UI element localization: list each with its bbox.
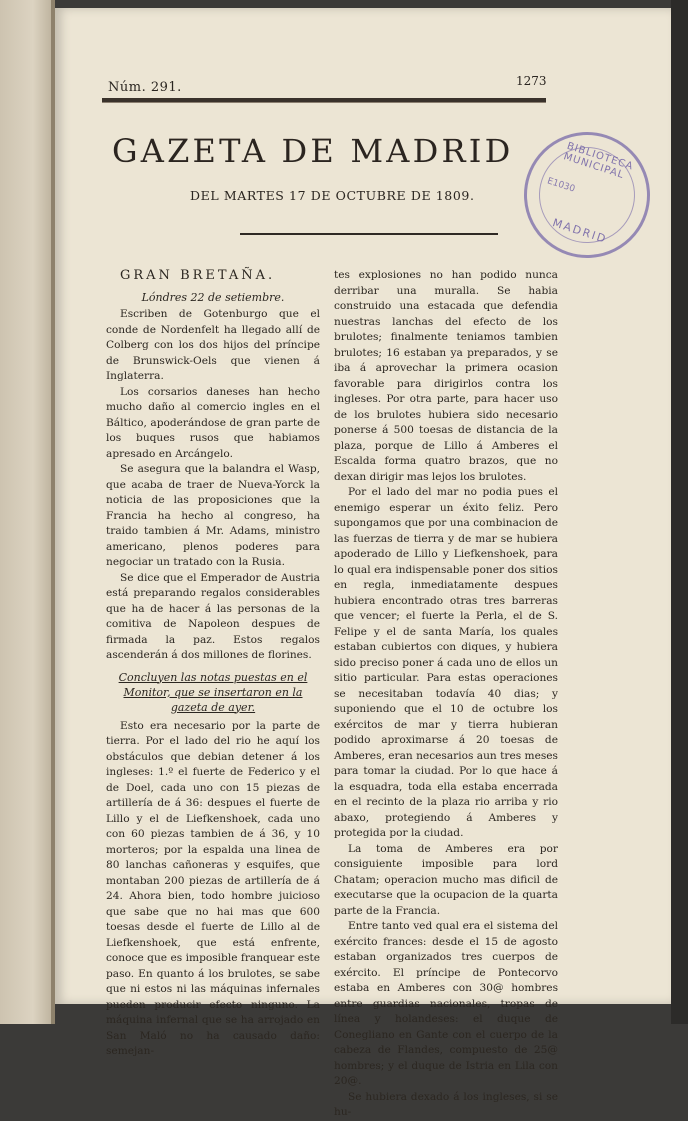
page-number: 1273 [516, 74, 547, 88]
background-right [671, 0, 688, 1024]
article-paragraph: Esto era necesario por la parte de tierra. Por el lado del rio he aquí los obstáculos que debian detener á los ingleses: 1.º el fuerte de Federico y el de Doel, cada uno con 15 piezas de artillería de á 36: despues el fuerte de Lillo y el de Liefkenshoek, cada uno con 60 piezas tambien de á 36, y 10 morteros; por la espalda una linea de 80 lanchas cañoneras y esquifes, que montaban 200 piezas de artillería de á 24. Ahora bien, todo hombre juicioso que sabe que no hai mas que 600 toesas desde el fuerte de Lillo al de Liefkenshoek, que está enfrente, conoce que es imposible franquear este paso. En quanto á los brulotes, se sabe que ni estos ni las máquinas infernales pueden producir efecto ninguno. La máquina infernal que se ha arrojado en San Maló no ha causado daño: semejan- [106, 719, 320, 1057]
article-paragraph: La toma de Amberes era por consiguiente imposible para lord Chatam; operacion mucho mas dificil de executarse que la ocupacion de la quarta parte de la Francia. [334, 842, 558, 917]
article-paragraph: Se asegura que la balandra el Wasp, que acaba de traer de Nueva-Yorck la noticia de las proposiciones que la Francia ha hecho al congreso, ha traido tambien á Mr. Adams, ministro americano, plenos poderes para negociar un tratado con la Rusia. [106, 463, 320, 568]
section-heading: GRAN BRETAÑA. [120, 268, 276, 283]
dateline-rule [240, 233, 498, 235]
place-date: Lóndres 22 de setiembre. [141, 290, 285, 304]
right-column [334, 268, 558, 1121]
article-paragraph: Los corsarios daneses han hecho mucho daño al comercio ingles en el Báltico, apoderándose de gran parte de los buques rusos que habiamos apresado en Arcángelo. [106, 385, 320, 460]
article-paragraph: tes explosiones no han podido nunca derribar una muralla. Se habia construido una estacada que defendia nuestras lanchas del efecto de los brulotes; finalmente teniamos tambien brulotes; 16 estaban ya preparados, y se iba á aprovechar la primera ocasion favorable para dirigirlos contra los ingleses. Por otra parte, para hacer uso de los brulotes hubiera sido necesario ponerse á 500 toesas de distancia de la plaza, porque de Lillo á Amberes el Escalda forma quatro brazos, que no dexan dirigir mas lejos los brulotes. [334, 269, 558, 483]
issue-number: Núm. 291. [108, 80, 182, 95]
dateline: DEL MARTES 17 DE OCTUBRE DE 1809. [190, 188, 475, 203]
article-paragraph: Se hubiera dexado á los ingleses, si se hu- [334, 1090, 558, 1118]
masthead-title: GAZETA DE MADRID [112, 132, 514, 170]
stamp-text-mid: E1030 [545, 176, 577, 195]
header-rule [102, 98, 546, 103]
article-paragraph: Por el lado del mar no podia pues el enemigo esperar un éxito feliz. Pero supongamos que por una combinacion de las fuerzas de tierra y de mar se hubiera apoderado de Lillo y Liefkenshoek, para lo qual era indispensable poner dos sitios en regla, inmediatamente despues hubiera encontrado otras tres barreras que vencer; el fuerte la Perla, el de S. Felipe y el de santa María, los quales estaban cubiertos con diques, y hubiera sido preciso poner á cada uno de ellos un sitio particular. Para estas operaciones se necesitaban todavía 40 dias; y suponiendo que el 10 de octubre los exércitos de mar y tierra hubieran podido aproximarse á 20 toesas de Amberes, eran necesarios aun tres meses para tomar la ciudad. Por lo que hace á la esquadra, toda ella estaba encerrada en el recinto de la plaza rio arriba y rio abaxo, protegiendo á Amberes y protegida por la ciudad. [334, 486, 558, 839]
article-paragraph: Se dice que el Emperador de Austria está preparando regalos considerables que ha de hacer á las personas de la comitiva de Napoleon despues de firmada la paz. Estos regalos ascenderán á dos millones de florines. [106, 571, 320, 661]
left-column [106, 268, 320, 1060]
article-paragraph: Entre tanto ved qual era el sistema del exército frances: desde el 15 de agosto estaban organizados tres cuerpos de exército. El príncipe de Pontecorvo estaba en Amberes con 30@ hombres entre guardias nacionales, tropas de línea y holandeses: el duque de Conegliano en Gante con el cuerpo de la cabeza de Flandes, compuesto de 25@ hombres; y el duque de Istria en Lila con 20@. [334, 920, 558, 1087]
stamp-text-bottom: MADRID [550, 216, 609, 247]
stamp-text-top: BIBLIOTECA MUNICIPAL [562, 140, 635, 182]
article-paragraph: Escriben de Gotenburgo que el conde de Nordenfelt ha llegado allí de Colberg con los dos hijos del príncipe de Brunswick-Oels que vienen á Inglaterra. [106, 308, 320, 382]
article-subheading: Concluyen las notas puestas en el Monitor, que se insertaron en la gazeta de ayer. [118, 670, 308, 714]
facing-page-edge [0, 0, 55, 1024]
